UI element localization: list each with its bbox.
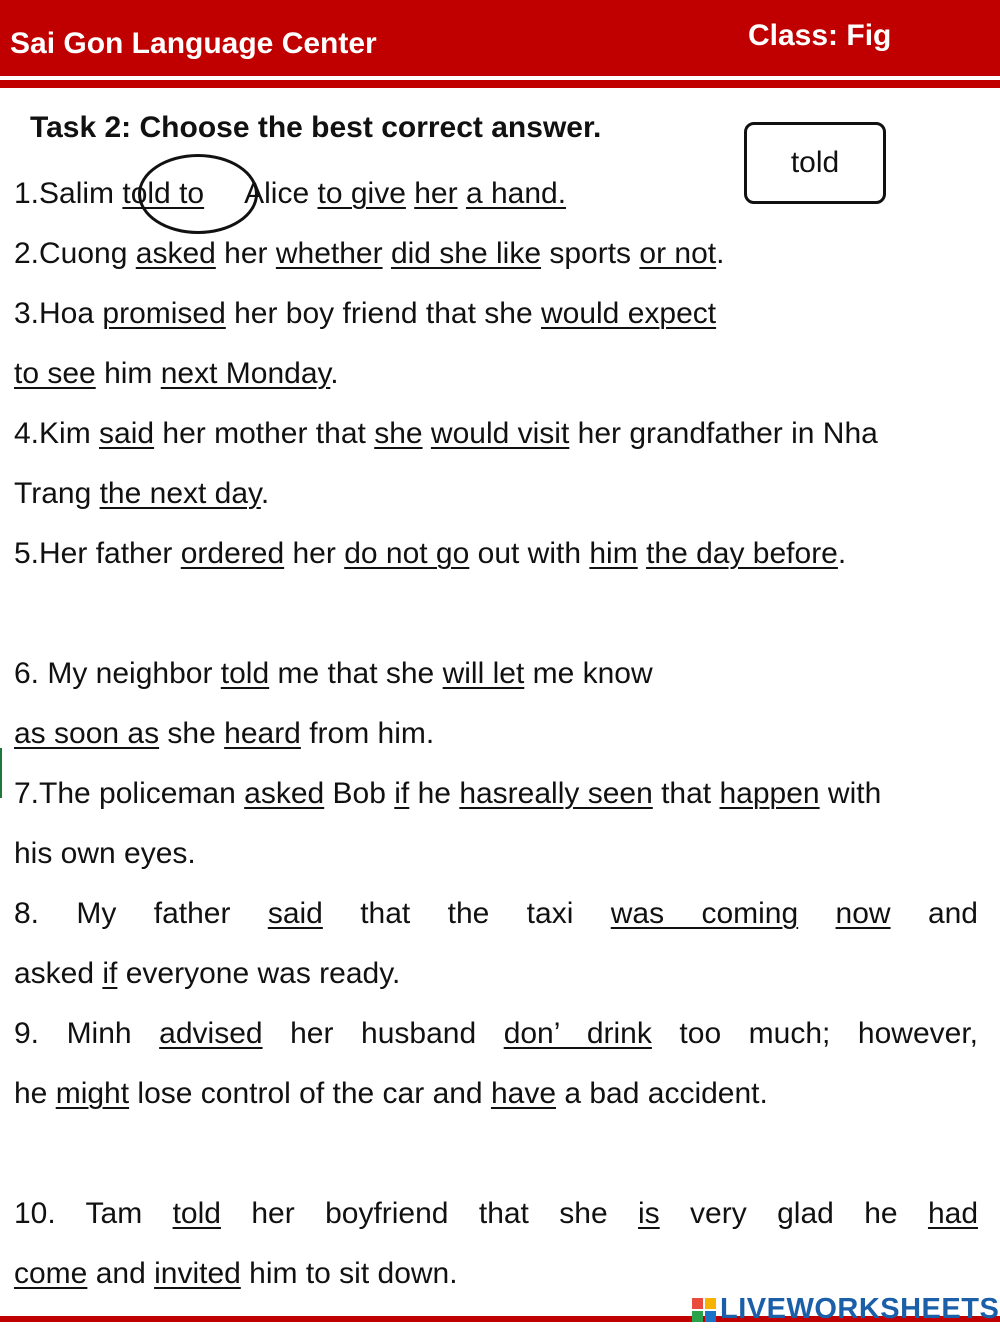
text: from him.: [300, 717, 435, 750]
option-9c[interactable]: might: [55, 1077, 130, 1110]
text: 1.Salim: [14, 177, 123, 210]
option-8a[interactable]: said: [267, 897, 323, 930]
text: her grandfather in Nha: [569, 417, 878, 450]
header-divider: [0, 80, 1000, 88]
option-2c[interactable]: did she like: [390, 237, 542, 270]
option-7b[interactable]: if: [394, 777, 410, 810]
option-1b[interactable]: to give: [317, 177, 406, 210]
text: sports: [541, 237, 640, 270]
option-2a[interactable]: asked: [135, 237, 216, 270]
text: Alice: [204, 177, 318, 210]
question-8-cont: [14, 954, 400, 994]
option-7d[interactable]: happen: [719, 777, 820, 810]
option-3c[interactable]: to see: [14, 357, 96, 390]
logo-block: [705, 1311, 716, 1322]
center-title: Sai Gon Language Center: [10, 27, 377, 60]
question-7-cont: [14, 834, 196, 874]
liveworksheets-logo: [692, 1293, 999, 1326]
option-7c[interactable]: hasreally seen: [459, 777, 653, 810]
option-4c[interactable]: would visit: [430, 417, 570, 450]
text: 7.The policeman: [14, 777, 245, 810]
option-3b[interactable]: would expect: [540, 297, 717, 330]
question-4-cont: [14, 474, 269, 514]
text: very glad he: [659, 1197, 928, 1230]
option-10a[interactable]: told: [172, 1197, 221, 1230]
text: 3.Hoa: [14, 297, 103, 330]
class-label: Class: Fig: [748, 19, 892, 52]
text: .: [330, 357, 339, 390]
option-5d[interactable]: the day before: [646, 537, 838, 570]
text: she: [159, 717, 225, 750]
logo-blocks-icon: [692, 1298, 716, 1322]
text: him to sit down.: [240, 1257, 458, 1290]
option-8c[interactable]: now: [835, 897, 891, 930]
option-8d[interactable]: if: [102, 957, 118, 990]
option-1a[interactable]: told to: [122, 177, 205, 210]
option-4a[interactable]: said: [99, 417, 155, 450]
text: her boy friend that she: [225, 297, 541, 330]
option-6d[interactable]: heard: [224, 717, 301, 750]
option-4d[interactable]: the next day: [99, 477, 261, 510]
text: 6. My neighbor: [14, 657, 221, 690]
question-3: [14, 294, 716, 334]
text: 2.Cuong: [14, 237, 136, 270]
text: [406, 177, 414, 210]
text: her: [284, 537, 345, 570]
text: 9. Minh: [14, 1017, 160, 1050]
question-10-cont: [14, 1254, 458, 1294]
option-5a[interactable]: ordered: [180, 537, 285, 570]
text: and: [890, 897, 978, 930]
option-2b[interactable]: whether: [275, 237, 383, 270]
option-5b[interactable]: do not go: [344, 537, 470, 570]
text: 10. Tam: [14, 1197, 173, 1230]
option-3a[interactable]: promised: [102, 297, 226, 330]
option-2d[interactable]: or not: [639, 237, 717, 270]
question-3-cont: [14, 354, 339, 394]
text: out with: [469, 537, 590, 570]
logo-text: LIVEWORKSHEETS: [720, 1293, 1000, 1325]
text: 5.Her father: [14, 537, 181, 570]
option-8b[interactable]: was coming: [610, 897, 799, 930]
option-10b[interactable]: is: [638, 1197, 660, 1230]
text: her mother that: [154, 417, 375, 450]
text: 4.Kim: [14, 417, 100, 450]
text: [798, 897, 835, 930]
option-9b[interactable]: don’ drink: [503, 1017, 652, 1050]
question-5: [14, 534, 846, 574]
text: .: [716, 237, 725, 270]
question-2: [14, 234, 724, 274]
option-5c[interactable]: him: [589, 537, 638, 570]
option-1c[interactable]: her: [414, 177, 458, 210]
text: he: [409, 777, 460, 810]
text: with: [819, 777, 882, 810]
option-1d[interactable]: a hand.: [465, 177, 567, 210]
option-10e[interactable]: invited: [154, 1257, 241, 1290]
option-4b[interactable]: she: [374, 417, 423, 450]
logo-block: [692, 1298, 703, 1309]
text: a bad accident.: [556, 1077, 768, 1110]
text: Bob: [324, 777, 395, 810]
answer-input[interactable]: told: [744, 122, 886, 204]
question-9: [14, 1014, 978, 1054]
question-4: [14, 414, 878, 454]
option-9a[interactable]: advised: [159, 1017, 263, 1050]
option-6b[interactable]: will let: [442, 657, 525, 690]
text: .: [260, 477, 270, 510]
text: that: [652, 777, 720, 810]
text: .: [837, 537, 847, 570]
text: her: [215, 237, 276, 270]
question-8: [14, 894, 978, 934]
option-10c[interactable]: had: [927, 1197, 979, 1230]
question-9-cont: [14, 1074, 768, 1114]
text: Trang: [14, 477, 100, 510]
text: me that she: [269, 657, 443, 690]
question-6: [14, 654, 653, 694]
logo-block: [692, 1311, 703, 1322]
text: her boyfriend that she: [220, 1197, 639, 1230]
question-6-cont: [14, 714, 434, 754]
text: me know: [524, 657, 653, 690]
text: everyone was ready.: [117, 957, 401, 990]
text: [423, 417, 431, 450]
header-bar: [0, 0, 1000, 76]
question-7: [14, 774, 881, 814]
text: too much; however,: [651, 1017, 978, 1050]
text: [458, 177, 466, 210]
option-6a[interactable]: told: [220, 657, 270, 690]
text: he: [14, 1077, 56, 1110]
logo-block: [705, 1298, 716, 1309]
option-10d[interactable]: come: [14, 1257, 88, 1290]
question-10: [14, 1194, 978, 1234]
option-9d[interactable]: have: [490, 1077, 557, 1110]
text: that the taxi: [322, 897, 611, 930]
option-6c[interactable]: as soon as: [14, 717, 160, 750]
text: 8. My father: [14, 897, 268, 930]
option-3d[interactable]: next Monday: [160, 357, 331, 390]
text: [383, 237, 391, 270]
text: and: [87, 1257, 155, 1290]
text: lose control of the car and: [129, 1077, 491, 1110]
margin-marker: [0, 748, 2, 798]
text: him: [95, 357, 161, 390]
task-title: Task 2: Choose the best correct answer.: [30, 111, 602, 144]
question-1: [14, 174, 566, 214]
text: [638, 537, 646, 570]
option-7a[interactable]: asked: [244, 777, 325, 810]
text: her husband: [262, 1017, 504, 1050]
text: asked: [14, 957, 103, 990]
text: his own eyes.: [14, 837, 196, 870]
